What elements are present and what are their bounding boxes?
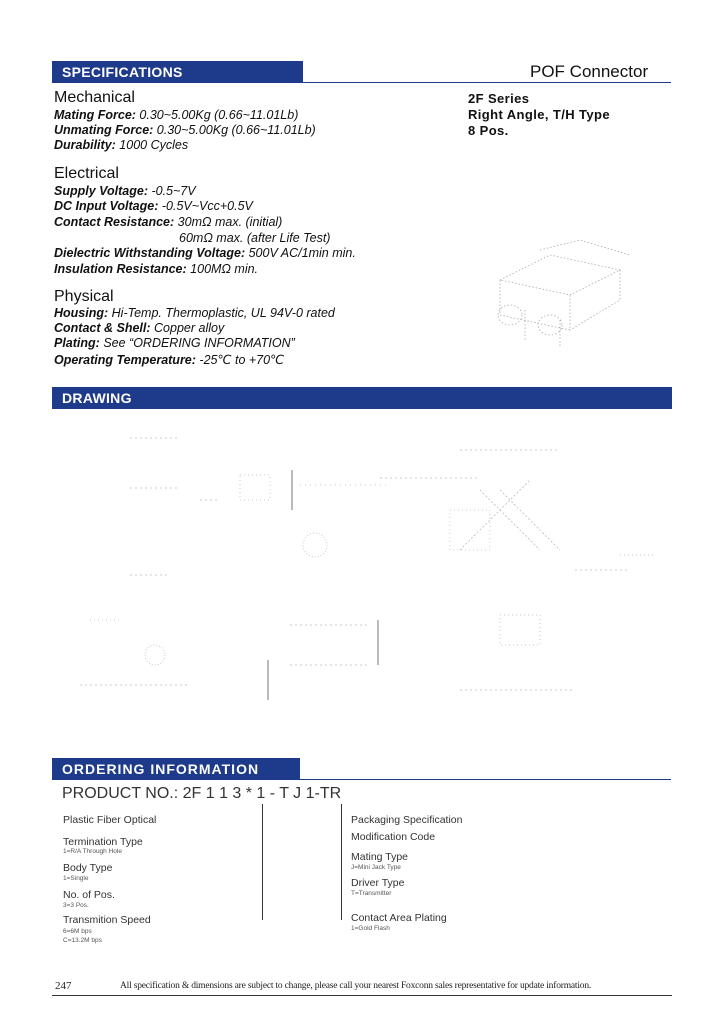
spec-value: 1000 Cycles bbox=[115, 138, 189, 152]
spec-label: Supply Voltage: bbox=[54, 184, 148, 198]
ordering-item-label: Modification Code bbox=[351, 831, 436, 843]
spec-line bbox=[54, 138, 188, 152]
spec-label: Dielectric Withstanding Voltage: bbox=[54, 246, 246, 260]
drawing-title: DRAWING bbox=[62, 390, 132, 406]
ordering-item-sub: 1=R/A Through Hole bbox=[63, 848, 122, 855]
spec-label: Unmating Force: bbox=[54, 123, 154, 137]
spec-value: 60mΩ max. (after Life Test) bbox=[179, 231, 331, 245]
spec-value: 100MΩ min. bbox=[186, 262, 259, 276]
ordering-item-label: Packaging Specification bbox=[351, 814, 463, 826]
ordering-item-sub: 3=3 Pos. bbox=[63, 902, 89, 909]
spec-line bbox=[54, 199, 253, 213]
spec-line bbox=[54, 306, 335, 320]
ordering-item-label: Mating Type bbox=[351, 851, 409, 863]
product-title: POF Connector bbox=[530, 62, 649, 81]
electrical-title: Electrical bbox=[54, 165, 119, 182]
ordering-underline bbox=[300, 779, 671, 780]
spec-value: -0.5~7V bbox=[148, 184, 196, 198]
spec-label: Plating: bbox=[54, 336, 100, 350]
specifications-title: SPECIFICATIONS bbox=[62, 64, 183, 80]
ordering-item-label: Body Type bbox=[63, 862, 113, 874]
spec-value: 30mΩ max. (initial) bbox=[174, 215, 283, 229]
physical-title: Physical bbox=[54, 288, 114, 305]
ordering-item-sub: C=13.2M bps bbox=[63, 937, 102, 944]
spec-value: 0.30~5.00Kg (0.66~11.01Lb) bbox=[135, 108, 299, 122]
product-number: PRODUCT NO.: 2F 1 1 3 * 1 - T J 1-TR bbox=[62, 785, 342, 802]
spec-value: -0.5V~Vcc+0.5V bbox=[158, 199, 253, 213]
connector-sketch bbox=[480, 230, 640, 350]
page-number: 247 bbox=[55, 980, 72, 992]
specifications-underline bbox=[303, 82, 671, 83]
spec-line bbox=[54, 184, 196, 198]
spec-line bbox=[54, 336, 295, 350]
spec-label: Mating Force: bbox=[54, 108, 136, 122]
spec-value: 500V AC/1min min. bbox=[245, 246, 356, 260]
footer-line bbox=[52, 995, 672, 996]
spec-line bbox=[54, 246, 356, 260]
ordering-item-label: Driver Type bbox=[351, 877, 405, 889]
ordering-item-label: Plastic Fiber Optical bbox=[63, 814, 157, 826]
spec-value: Hi-Temp. Thermoplastic, UL 94V-0 rated bbox=[108, 306, 335, 320]
mechanical-title: Mechanical bbox=[54, 89, 135, 106]
ordering-item-sub: 1=Single bbox=[63, 875, 89, 882]
technical-drawing bbox=[60, 420, 680, 720]
ordering-item-label: Contact Area Plating bbox=[351, 912, 447, 924]
ordering-item-sub: J=Mini Jack Type bbox=[351, 864, 401, 871]
ordering-title: ORDERING INFORMATION bbox=[62, 761, 260, 777]
spec-line bbox=[179, 231, 330, 245]
specifications-bar bbox=[52, 61, 303, 83]
series-line-3: 8 Pos. bbox=[468, 123, 509, 138]
ordering-item-label: Transmition Speed bbox=[63, 914, 151, 926]
ordering-item-label: Termination Type bbox=[63, 836, 143, 848]
spec-label: DC Input Voltage: bbox=[54, 199, 159, 213]
spec-label: Durability: bbox=[54, 138, 116, 152]
series-line-2: Right Angle, T/H Type bbox=[468, 107, 611, 122]
spec-label: Operating Temperature: bbox=[54, 353, 196, 367]
ordering-item-sub: 6=6M bps bbox=[63, 928, 92, 935]
spec-label: Contact Resistance: bbox=[54, 215, 175, 229]
spec-value: 0.30~5.00Kg (0.66~11.01Lb) bbox=[153, 123, 316, 137]
footer-note: All specification & dimensions are subject to change, please call your nearest Foxconn sales representative for update information. bbox=[120, 981, 592, 991]
spec-line bbox=[54, 215, 282, 229]
ordering-item-sub: 1=Gold Flash bbox=[351, 925, 390, 932]
spec-line bbox=[54, 321, 224, 335]
spec-value: See “ORDERING INFORMATION” bbox=[99, 336, 295, 350]
spec-value: -25℃ to +70℃ bbox=[195, 353, 285, 367]
ordering-item-label: No. of Pos. bbox=[63, 889, 115, 901]
ordering-connector-line bbox=[262, 804, 263, 920]
spec-label: Insulation Resistance: bbox=[54, 262, 187, 276]
series-line-1: 2F Series bbox=[468, 91, 530, 106]
spec-line bbox=[54, 352, 284, 367]
spec-line bbox=[54, 123, 316, 137]
spec-value: Copper alloy bbox=[150, 321, 225, 335]
spec-line bbox=[54, 108, 298, 122]
ordering-connector-line bbox=[341, 804, 342, 920]
ordering-item-sub: T=Transmitter bbox=[351, 890, 392, 897]
spec-line bbox=[54, 262, 258, 276]
drawing-bar bbox=[52, 387, 672, 409]
ordering-bar bbox=[52, 758, 300, 780]
spec-label: Contact & Shell: bbox=[54, 321, 151, 335]
spec-label: Housing: bbox=[54, 306, 109, 320]
series-block bbox=[468, 91, 610, 139]
